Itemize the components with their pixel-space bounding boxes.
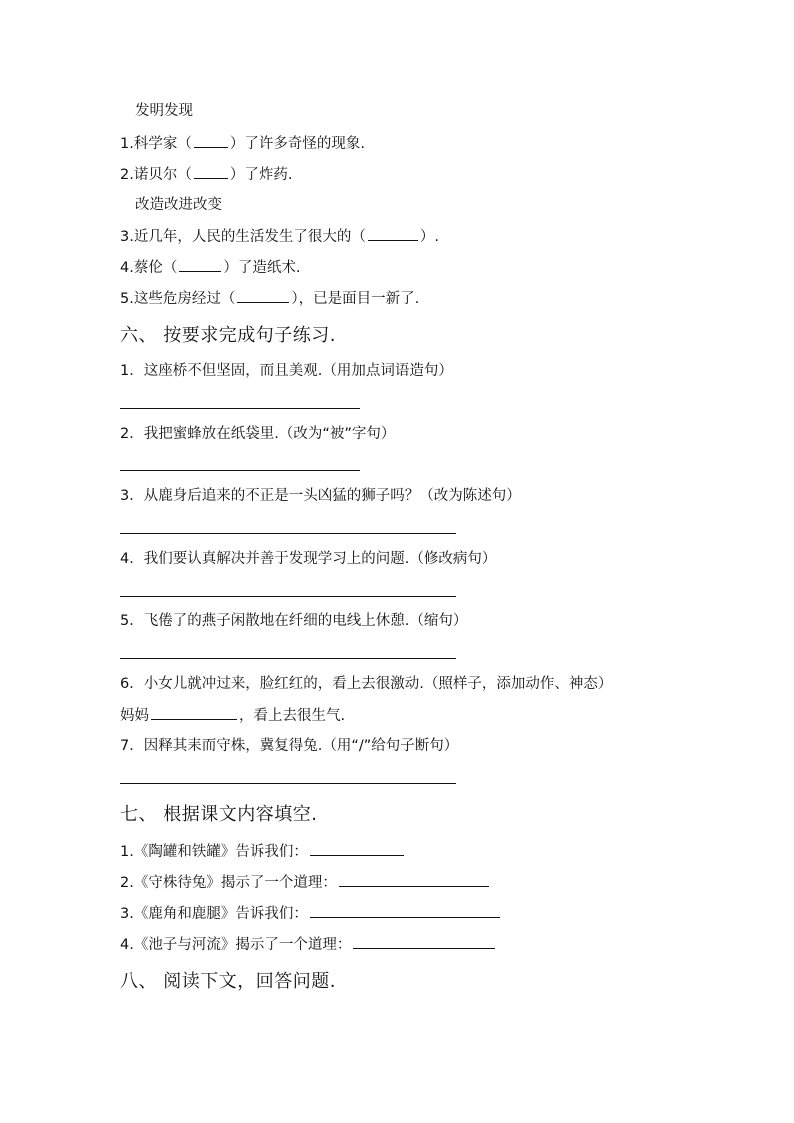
question-6-6-example — [120, 705, 345, 726]
question-6-6: 6．小女儿就冲过来，脸红红的，看上去很激动.（照样子，添加动作、神态） — [120, 676, 613, 692]
question-5-2 — [120, 164, 292, 185]
example-text: 妈妈 — [120, 708, 149, 724]
answer-line[interactable] — [120, 783, 456, 784]
question-text: ），已是面目一新了. — [291, 291, 420, 307]
question-text: 1.科学家（ — [120, 136, 192, 152]
question-text: 3.近几年，人民的生活发生了很大的（ — [120, 229, 366, 245]
question-5-1 — [120, 133, 365, 154]
question-7-3 — [120, 903, 502, 924]
fill-blank[interactable] — [339, 872, 489, 887]
question-text: 3.《鹿角和鹿腿》告诉我们： — [120, 906, 308, 922]
question-7-1 — [120, 841, 406, 862]
question-6-3: 3．从鹿身后追来的不正是一头凶猛的狮子吗？（改为陈述句） — [120, 488, 521, 504]
fill-blank[interactable] — [194, 164, 228, 179]
fill-blank[interactable] — [353, 934, 495, 949]
question-7-2 — [120, 872, 491, 893]
question-7-4 — [120, 934, 497, 955]
question-text: 2.《守株待兔》揭示了一个道理： — [120, 875, 337, 891]
question-text: 1.《陶罐和铁罐》告诉我们： — [120, 844, 308, 860]
question-text: 2.诺贝尔（ — [120, 167, 192, 183]
question-text: 4.《池子与河流》揭示了一个道理： — [120, 937, 352, 953]
fill-blank[interactable] — [194, 133, 228, 148]
example-text: ，看上去很生气. — [239, 708, 346, 724]
question-6-2: 2．我把蜜蜂放在纸袋里.（改为“被”字句） — [120, 426, 396, 442]
question-text: ）了许多奇怪的现象. — [229, 136, 365, 152]
question-text: ）了炸药. — [229, 167, 293, 183]
fill-blank[interactable] — [237, 288, 289, 303]
answer-line[interactable] — [120, 408, 360, 409]
fill-blank[interactable] — [310, 841, 404, 856]
fill-blank[interactable] — [179, 257, 221, 272]
answer-line[interactable] — [120, 470, 360, 471]
question-6-4: 4．我们要认真解决并善于发现学习上的问题.（修改病句） — [120, 551, 497, 567]
section-6-title: 六、 按要求完成句子练习. — [120, 325, 336, 346]
group-title-reform: 改造改进改变 — [135, 197, 222, 213]
question-text: 4.蔡伦（ — [120, 260, 178, 276]
question-5-4 — [120, 257, 300, 278]
question-text: ）了造纸术. — [223, 260, 301, 276]
group-title-invent-discover: 发明发现 — [135, 103, 193, 119]
question-text: ）. — [419, 229, 439, 245]
question-6-5: 5．飞倦了的燕子闲散地在纤细的电线上休憩.（缩句） — [120, 613, 468, 629]
question-5-5 — [120, 288, 419, 309]
question-text: 5.这些危房经过（ — [120, 291, 236, 307]
answer-line[interactable] — [120, 658, 456, 659]
answer-line[interactable] — [120, 596, 456, 597]
section-7-title: 七、 根据课文内容填空. — [120, 804, 318, 825]
question-6-7: 7．因释其耒而守株，冀复得兔.（用“/”给句子断句） — [120, 738, 459, 754]
question-6-1: 1．这座桥不但坚固，而且美观.（用加点词语造句） — [120, 363, 453, 379]
question-5-3 — [120, 226, 439, 247]
section-8-title: 八、 阅读下文，回答问题. — [120, 971, 336, 992]
answer-line[interactable] — [120, 533, 456, 534]
fill-blank[interactable] — [151, 705, 237, 720]
fill-blank[interactable] — [368, 226, 418, 241]
fill-blank[interactable] — [310, 903, 500, 918]
